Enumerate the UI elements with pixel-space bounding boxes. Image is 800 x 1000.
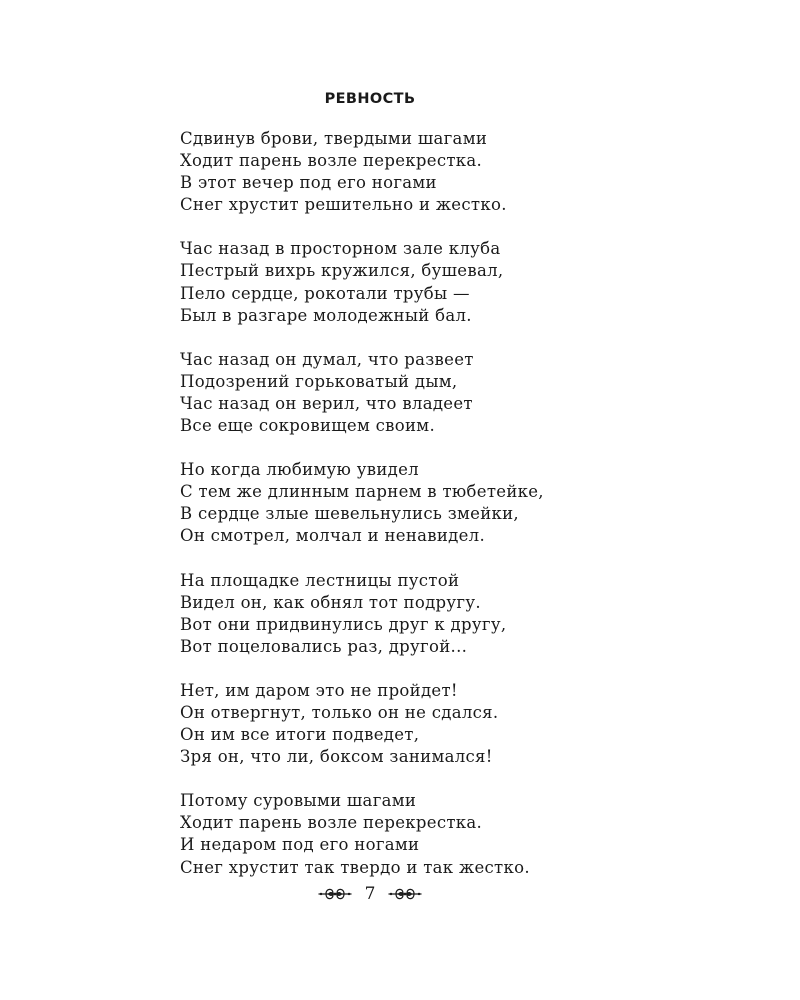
poem-line: В сердце злые шевельнулись змейки, [180,504,519,524]
stanza [180,128,660,216]
page-number: 7 [364,884,376,904]
poem-line: Ходит парень возле перекрестка. [180,813,483,833]
stanza [180,349,660,437]
page-footer [0,884,740,904]
poem-line: С тем же длинным парнем в тюбетейке, [180,482,544,502]
poem-line: Час назад в просторном зале клуба [180,239,501,259]
poem-line: И недаром под его ногами [180,835,420,855]
poem-line: На площадке лестницы пустой [180,570,460,590]
flourish-icon [317,884,353,904]
poem-body [180,128,660,901]
poem-title: РЕВНОСТЬ [324,91,416,107]
stanza [180,680,660,768]
poem-line: Он отвергнут, только он не сдался. [180,702,499,722]
poem-line: Пело сердце, рокотали трубы — [180,283,470,303]
poem-line: Потому суровыми шагами [180,791,417,811]
poem-line: Зря он, что ли, боксом занимался! [180,747,493,767]
poem-line: Сдвинув брови, твердыми шагами [180,129,488,148]
poem-line: Он смотрел, молчал и ненавидел. [180,526,486,546]
poem-line: Час назад он верил, что владеет [180,393,473,413]
poem-line: Видел он, как обнял тот подругу. [180,592,481,612]
poem-line: Снег хрустит решительно и жестко. [180,195,507,215]
poem-line: Был в разгаре молодежный бал. [180,305,472,325]
poem-line: Вот поцеловались раз, другой... [180,636,468,656]
stanza [180,790,660,878]
poem-line: Пестрый вихрь кружился, бушевал, [180,261,504,281]
poem-line: Но когда любимую увидел [180,460,419,480]
poem-line: Все еще сокровищем своим. [180,416,435,436]
poem-line: Час назад он думал, что развеет [180,349,474,369]
stanza [180,238,660,326]
stanza [180,459,660,547]
poem-line: Вот они придвинулись друг к другу, [180,614,507,634]
poem-line: Подозрений горьковатый дым, [180,371,458,391]
poem-line: В этот вечер под его ногами [180,173,437,193]
poem-line: Он им все итоги подведет, [180,725,420,745]
poem-line: Снег хрустит так твердо и так жестко. [180,857,530,877]
flourish-icon [387,884,423,904]
poem-line: Ходит парень возле перекрестка. [180,151,483,171]
poem-line: Нет, им даром это не пройдет! [180,680,458,700]
stanza [180,570,660,658]
